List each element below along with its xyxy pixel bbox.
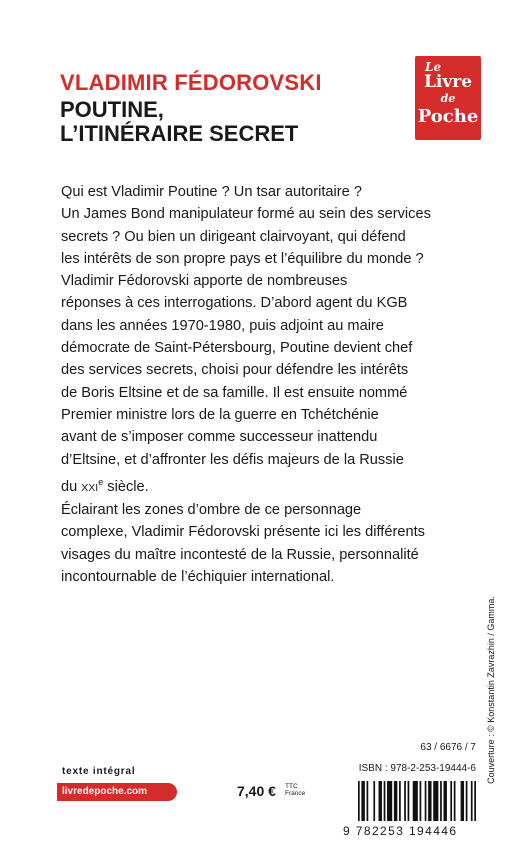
blurb-line: incontournable de l’échiquier international.	[61, 568, 335, 585]
blurb-line: Éclairant les zones d’ombre de ce personnage	[61, 502, 362, 519]
blurb-line: secrets ? Ou bien un dirigeant clairvoyant, qui défend	[61, 228, 406, 245]
publisher-logo	[415, 56, 481, 140]
isbn-text: ISBN : 978-2-253-19444-6	[358, 763, 476, 774]
blurb-line: Vladimir Fédorovski apporte de nombreuses	[61, 273, 348, 290]
blurb-line: visages du maître incontesté de la Russie, personnalité	[61, 546, 419, 563]
blurb-line: dans les années 1970-1980, puis adjoint au maire	[61, 317, 384, 334]
title-line-1: POUTINE,	[60, 97, 164, 122]
blurb-line: de Boris Eltsine et de sa famille. Il est ensuite nommé	[61, 384, 408, 401]
century-roman: XXI	[81, 481, 99, 494]
catalog-code: 63 / 6676 / 7	[420, 742, 476, 753]
back-cover-blurb	[61, 181, 466, 588]
blurb-line: Qui est Vladimir Poutine ? Un tsar autoritaire ?	[61, 184, 362, 200]
blurb-line-century	[61, 476, 149, 495]
blurb-line: Un James Bond manipulateur formé au sein des services	[61, 206, 431, 223]
logo-le: Le	[425, 60, 442, 74]
blurb-line: les intérêts de son propre pays et l’équilibre du monde ?	[61, 250, 424, 267]
century-sup: e	[98, 476, 104, 487]
blurb-line: Premier ministre lors de la guerre en Tchétchénie	[61, 406, 379, 423]
price	[237, 783, 306, 799]
blurb-paragraph-1	[61, 181, 466, 499]
author-name: VLADIMIR FÉDOROVSKI	[60, 70, 322, 95]
cover-credit	[484, 585, 498, 795]
price-qualifier	[285, 783, 305, 797]
barcode	[358, 781, 476, 821]
logo-poche: Poche	[417, 106, 479, 127]
blurb-line: d’Eltsine, et d’affronter les défis majeurs de la Russie	[61, 451, 404, 468]
blurb-line: réponses à ces interrogations. D’abord agent du KGB	[61, 295, 408, 312]
price-value: 7,40 €	[237, 783, 276, 799]
logo-de: de	[440, 92, 456, 105]
price-ttc: TTC	[285, 783, 298, 790]
century-prefix: du	[61, 478, 82, 495]
texte-integral-label: texte intégral	[62, 766, 136, 777]
website-link[interactable]: livredepoche.com	[57, 783, 177, 801]
logo-livre: Livre	[423, 72, 473, 92]
blurb-line: avant de s’imposer comme successeur inattendu	[61, 429, 378, 446]
price-country: France	[285, 790, 306, 797]
blurb-line: des services secrets, choisi pour défendre les intérêts	[61, 362, 409, 379]
barcode-number: 9 782253 194446	[343, 824, 458, 838]
blurb-line: complexe, Vladimir Fédorovski présente ici les différents	[61, 524, 425, 541]
cover-credit-text: Couverture : © Konstantin Zavrazhin / Gamma.	[486, 596, 496, 784]
blurb-line: démocrate de Saint-Pétersbourg, Poutine devient chef	[61, 340, 413, 357]
century-suffix: siècle.	[103, 478, 149, 495]
book-title	[60, 98, 298, 146]
title-line-2: L’ITINÉRAIRE SECRET	[60, 121, 299, 146]
blurb-paragraph-2	[61, 499, 466, 588]
